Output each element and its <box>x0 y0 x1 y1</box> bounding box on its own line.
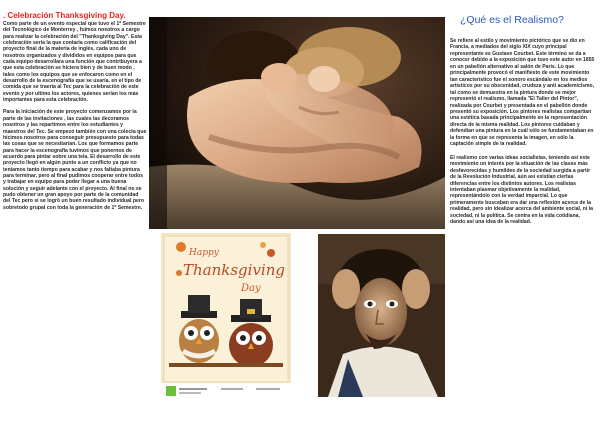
desperate-man-painting <box>318 234 445 397</box>
realismo-title: ¿Qué es el Realismo? <box>460 14 564 26</box>
right-paragraph-2: El realismo con varias ideas socialistas, teniendo así este movimiento un interés por la situación de las clases más desfavorecidas y humildes de la sociedad surgida a partir de la Revolución Industrial, aún así existían ciertas diferencias entre los distintos autores. Los realistas intentaban plasmar objetivamente la realidad, representándolo con la verdad imparcial. Lo que primeramente buscaban era dar una reflexión acerca de la realidad, pero sin idealizar acerca del ambiente social, ni la sociedad, ni la política. Se centra en la vida cotidiana, dando así una idea de la realidad. <box>450 154 593 226</box>
card-thanksgiving-text: Thanksgiving <box>183 261 285 279</box>
card-day-text: Day <box>241 283 261 294</box>
thanksgiving-card <box>161 233 291 400</box>
left-article <box>3 11 147 423</box>
thanksgiving-title: . Celebración Thanksgiving Day. <box>3 11 126 20</box>
sleepers-painting <box>149 17 445 229</box>
left-paragraph-1: Como parte de un evento especial que tuvo el 1º Semestre del Tecnológico de Monterrey , fuimos nosotros a cargo para realizar la celebración del "Thanksgiving Day". Esta celebración seria la que contaria como calificación del proyecto final de la materia de inglés, cada uno de nosotros organizados y divididos en equipos para que cada equipo desarrollara una función que contribuyera a que esta celebración se hiciera bien y de buen modo , tales como los equipos que se enfocaron como en el desarrollo de la escenografía que se usaría, en el tipo de comida que se traería al Tec para la celebración de este evento y por ultimo los actores, quienes serían los más importantes para esta celebración. <box>3 21 146 104</box>
card-happy-text: Happy <box>189 248 219 258</box>
right-article <box>450 14 596 419</box>
left-paragraph-2: Para la iniciación de este proyecto comenzamos por la parte de las invitaciones , las cuales las decoramos nosotros y las repartimos entre los estudiantes y maestros del Tec. Se empezó también con una colecta que hicimos nosotros para conseguir presupuesto para todas las cosas que se necesitarían. Los que formamos parte para hacer la escenografía tuvimos que ponernos de acuerdo para pintar sobre una tela. El desarrollo de este proyecto llegó en algún punto a un conflicto ya que no teníamos tanto tiempo para acabar y nos faltaba pintura para terminar, pero al final pudimos cooperar entre todos y trabajar en equipo para poder llegar a una buena solución y seguir adelante con el proyecto. Al final no se pudo obtener un gran apoyo por parte de la comunidad del Tec pero si se logró un buen resultado individual pero sobretodo grupal con toda la generación de 1º Semestre. <box>3 109 147 211</box>
right-paragraph-1: Se refiere al estilo y movimiento pictórico que se dio en Francia, a mediados del siglo XIX cuyo principal representante es Gustave Courbet. Este término se da a conocer debido a la exposición que tuvo este autor en 1855 en un pabellón alternativo al salón de París. Lo que principalmente provocó el manifiesto de este movimiento tan característico fue el sonoro escándalo en los medios artísticos por su obscenidad, crudeza y anti academicismo, tal como se demuestra en la pintura donde se mejor representó el realismo, llamada "El Taller del Pintor", realizada por Courbet y presentada en el pabellón donde presentó su exposición. Los pintores realistas compartían una estética basada principalmente en la representación directa de la misma realidad. Los pintores cuidaban y defendían una pintura en la cuál sólo se fundamentaban en la forma en que se representa la imagen, en sólo la captación simple de la realidad. <box>450 38 595 148</box>
